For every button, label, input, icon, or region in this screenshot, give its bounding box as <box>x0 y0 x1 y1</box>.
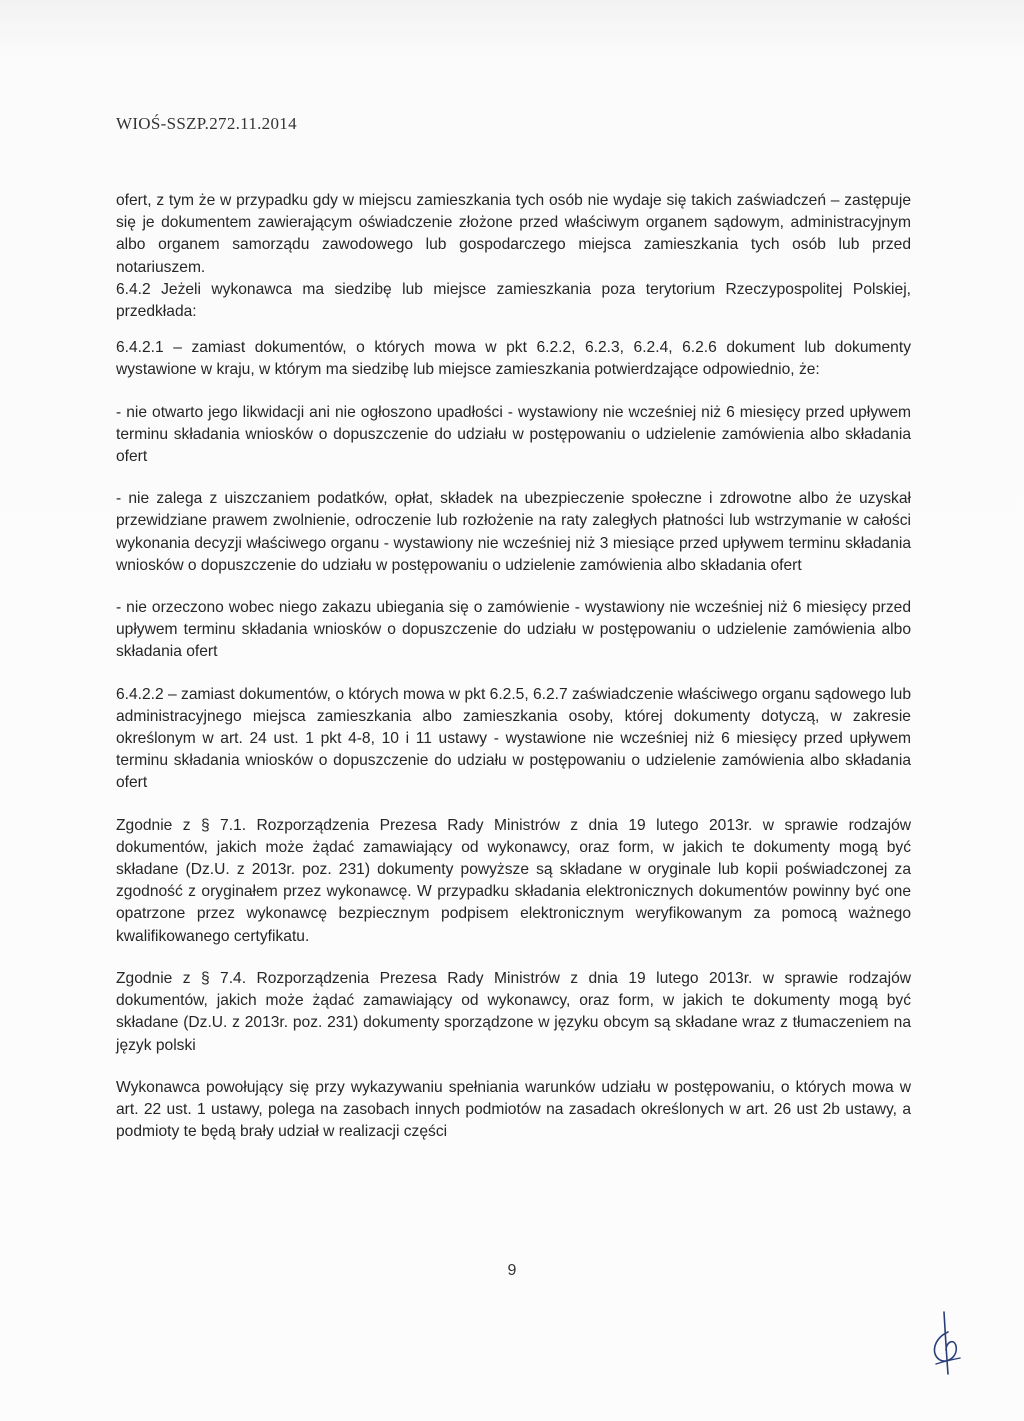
paragraph-6-4-2-1: 6.4.2.1 – zamiast dokumentów, o których mowa w pkt 6.2.2, 6.2.3, 6.2.4, 6.2.6 dokument lub dokumenty wystawione w kraju, w którym ma siedzibę lub miejsce zamieszkania potwierdzające odpowiednio, że: <box>116 339 911 379</box>
paragraph-contractor-resources: Wykonawca powołujący się przy wykazywaniu spełniania warunków udziału w postępowaniu, o których mowa w art. 22 ust. 1 ustawy, polega na zasobach innych podmiotów na zasadach określonych w art. 26 ust 2b ustawy, a podmioty te będą brały udział w realizacji części <box>116 1078 911 1141</box>
paragraph-certificate-replacement: ofert, z tym że w przypadku gdy w miejscu zamieszkania tych osób nie wydaje się takich zaświadczeń – zastępuje się je dokumentem zawierającym oświadczenie złożone przed właściwym organem sądowym, administracyjnym albo organem samorządu zawodowego lub gospodarczego miejsca zamieszkania tych osób lub przed notariuszem. <box>116 192 911 276</box>
list-item-taxes: - nie zalega z uiszczaniem podatków, opłat, składek na ubezpieczenie społeczne i zdrowotne albo że uzyskał przewidziane prawem zwolnienie, odroczenie lub rozłożenie na raty zaległych płatności lub wstrzymanie w całości wykonania decyzji właściwego organu - wystawiony nie wcześniej niż 3 miesiące przed upływem terminu składania wniosków o dopuszczenie do udziału w postępowaniu o udzielenie zamówienia albo składania ofert <box>116 490 911 574</box>
page-number: 9 <box>507 1262 517 1279</box>
list-item-liquidation: - nie otwarto jego likwidacji ani nie ogłoszono upadłości - wystawiony nie wcześniej niż 6 miesięcy przed upływem terminu składania wniosków o dopuszczenie do udziału w postępowaniu o udzielenie zamówienia albo składania ofert <box>116 403 911 466</box>
handwritten-initials-signature <box>924 1308 968 1378</box>
paragraph-regulation-7-1: Zgodnie z § 7.1. Rozporządzenia Prezesa Rady Ministrów z dnia 19 lutego 2013r. w sprawie rodzajów dokumentów, jakich może żądać zamawiający od wykonawcy, oraz form, w jakich te dokumenty mogą być składane (Dz.U. z 2013r. poz. 231) dokumenty powyższe są składane w oryginale lub kopii poświadczonej za zgodność z oryginałem przez wykonawcę. W przypadku składania elektronicznych dokumentów powinny być one opatrzone przez wykonawcę bezpiecznym podpisem elektronicznym weryfikowanym za pomocą ważnego kwalifikowanego certyfikatu. <box>116 816 911 945</box>
paragraph-6-4-2: 6.4.2 Jeżeli wykonawca ma siedzibę lub miejsce zamieszkania poza terytorium Rzeczypospolitej Polskiej, przedkłada: <box>116 280 911 321</box>
list-item-ban: - nie orzeczono wobec niego zakazu ubiegania się o zamówienie - wystawiony nie wcześniej niż 6 miesięcy przed upływem terminu składania wniosków o dopuszczenie do udziału w postępowaniu o udzielenie zamówienia albo składania ofert <box>116 599 911 661</box>
document-reference-number: WIOŚ-SSZP.272.11.2014 <box>116 114 297 133</box>
paragraph-regulation-7-4: Zgodnie z § 7.4. Rozporządzenia Prezesa Rady Ministrów z dnia 19 lutego 2013r. w sprawie rodzajów dokumentów, jakich może żądać zamawiający od wykonawcy, oraz form, w jakich te dokumenty mogą być składane (Dz.U. z 2013r. poz. 231) dokumenty sporządzone w języku obcym są składane wraz z tłumaczeniem na język polski <box>116 969 911 1054</box>
paragraph-6-4-2-2: 6.4.2.2 – zamiast dokumentów, o których mowa w pkt 6.2.5, 6.2.7 zaświadczenie właściwego organu sądowego lub administracyjnego miejsca zamieszkania albo zamieszkania osoby, której dokumenty dotyczą, w zakresie określonym w art. 24 ust. 1 pkt 4-8, 10 i 11 ustawy - wystawione nie wcześniej niż 6 miesięcy przed upływem terminu składania wniosków o dopuszczenie do udziału w postępowaniu o udzielenie zamówienia albo składania ofert <box>116 685 911 792</box>
document-body <box>116 190 911 1143</box>
